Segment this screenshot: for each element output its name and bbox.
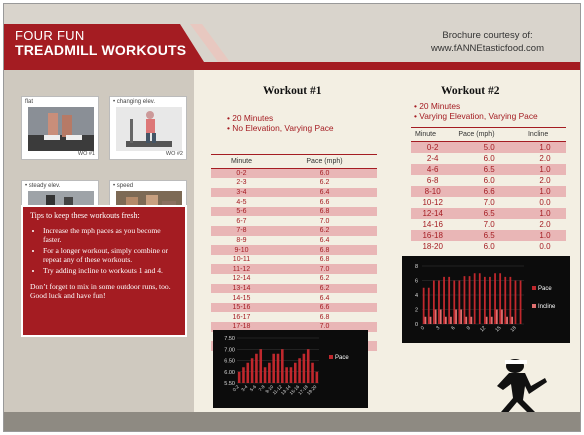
table-row xyxy=(211,312,377,322)
table-cell: 2.0 xyxy=(539,153,551,163)
y-tick-label: 7.50 xyxy=(224,336,235,342)
bar xyxy=(277,354,280,383)
table-cell: 10-12 xyxy=(422,197,443,207)
bar xyxy=(425,317,427,324)
bar xyxy=(458,281,460,325)
bar xyxy=(453,281,455,325)
table-cell: 6.4 xyxy=(319,332,330,340)
photo-wo1 xyxy=(21,96,99,160)
table-cell: 6-8 xyxy=(426,175,439,185)
bar xyxy=(469,276,471,324)
table-row xyxy=(211,284,377,294)
x-tick-label: 0-2 xyxy=(231,384,240,393)
y-tick-label: 5.50 xyxy=(224,381,235,387)
table-cell: 6.2 xyxy=(319,275,330,283)
table-cell: 10-11 xyxy=(232,256,251,264)
table-cell: 6.8 xyxy=(272,245,377,255)
courtesy-line1: Brochure courtesy of: xyxy=(442,30,533,41)
x-tick-label: 15-16 xyxy=(288,384,301,396)
bar xyxy=(511,317,513,324)
y-tick-label: 8 xyxy=(414,264,418,270)
header xyxy=(4,4,580,62)
bar xyxy=(520,281,522,325)
footer-bar xyxy=(4,412,580,432)
y-tick-label: 6.50 xyxy=(224,358,235,365)
table-row xyxy=(211,236,377,246)
table-cell: 8-9 xyxy=(236,236,247,244)
table-cell: 14-16 xyxy=(422,219,443,229)
workout1-bullet: • 20 Minutes xyxy=(227,113,334,123)
table-cell: 9-10 xyxy=(211,245,272,255)
photo-label: flat xyxy=(25,99,34,105)
table-row xyxy=(411,241,566,252)
bar xyxy=(443,277,445,324)
table-cell: 6.2 xyxy=(319,179,330,187)
bar xyxy=(499,273,501,324)
bar xyxy=(491,317,493,324)
workout2-bullet: • 20 Minutes xyxy=(414,101,538,111)
tip-item: • Increase the mph paces as you become faster. xyxy=(43,226,178,244)
table-cell: 6.0 xyxy=(483,153,495,163)
treadmill-photo-icon xyxy=(116,107,182,151)
bar xyxy=(509,277,511,324)
table-cell: 6.8 xyxy=(319,256,330,264)
table-row xyxy=(211,226,377,236)
col-pace-header: Pace (mph) xyxy=(306,158,343,165)
bar xyxy=(450,317,452,324)
table-cell: 6.2 xyxy=(272,284,377,294)
table-cell: 18-20 xyxy=(422,241,443,251)
bar xyxy=(489,277,491,324)
table-row xyxy=(411,208,566,219)
table-cell: 12-14 xyxy=(411,208,454,219)
table-cell: 6.4 xyxy=(319,236,330,244)
bar xyxy=(465,317,467,324)
bar xyxy=(501,310,503,325)
table-row xyxy=(211,303,377,313)
y-tick-label: 2 xyxy=(414,307,418,314)
table-cell: 7.0 xyxy=(483,197,495,207)
table-cell: 6.6 xyxy=(272,303,377,313)
bar xyxy=(496,310,498,325)
table-row xyxy=(211,255,377,265)
table-row xyxy=(211,274,377,284)
x-tick-label: 13-14 xyxy=(279,384,292,396)
table-cell: 6.0 xyxy=(272,169,377,179)
workout1-pace-chart xyxy=(213,330,368,408)
bar xyxy=(285,367,288,383)
table-cell: 13-14 xyxy=(211,284,272,294)
bar xyxy=(440,310,442,325)
table-cell: 5-6 xyxy=(211,207,272,217)
bar xyxy=(311,363,314,383)
bar xyxy=(307,349,310,383)
table-cell: 3-4 xyxy=(211,188,272,198)
table-cell: 1.0 xyxy=(524,142,566,153)
table-cell: 18-19 xyxy=(232,332,251,340)
table-cell: 19-20 xyxy=(211,341,272,351)
bar xyxy=(515,281,517,325)
bar xyxy=(460,310,462,325)
table-cell: 5.0 xyxy=(454,142,524,153)
x-tick-label: 3-4 xyxy=(240,384,249,393)
table-cell: 2.0 xyxy=(539,219,551,229)
treadmill-photo-icon xyxy=(28,107,94,151)
table-cell: 16-17 xyxy=(232,313,251,321)
table-cell: 2-3 xyxy=(236,179,247,187)
y-tick-label: 6 xyxy=(414,278,418,285)
photo-wo-label: WO #2 xyxy=(165,151,183,157)
table-row xyxy=(411,153,566,164)
table-cell: 14-15 xyxy=(232,294,251,302)
x-tick-label: 19-20 xyxy=(305,384,318,396)
table-cell: 12-14 xyxy=(232,275,251,283)
table-row xyxy=(211,197,377,207)
table-row xyxy=(211,293,377,303)
table-row xyxy=(211,169,377,179)
table-cell: 7.0 xyxy=(272,264,377,274)
bar xyxy=(474,273,476,324)
bar xyxy=(264,367,267,383)
bar xyxy=(470,317,472,324)
table-row xyxy=(411,219,566,230)
col-minute-header: Minute xyxy=(230,158,252,165)
x-tick-label: 17-18 xyxy=(297,384,309,396)
table-cell: 11-12 xyxy=(211,264,272,274)
bar xyxy=(242,367,245,383)
photo-label: • steady elev. xyxy=(25,183,61,189)
table-cell: 1.0 xyxy=(524,208,566,219)
bar xyxy=(479,273,481,324)
bar xyxy=(294,363,297,383)
table-cell: 0-2 xyxy=(211,169,272,179)
table-cell: 2-4 xyxy=(426,153,439,163)
table-row xyxy=(211,245,377,255)
legend-label: Incline xyxy=(538,304,556,310)
bar xyxy=(238,372,241,383)
tips-heading: Tips to keep these workouts fresh: xyxy=(30,211,140,220)
table-cell: 6.0 xyxy=(483,241,495,251)
table-cell: 6.2 xyxy=(272,226,377,236)
col-incline-header: Incline xyxy=(527,131,549,138)
tip-item: • Try adding incline to workouts 1 and 4. xyxy=(43,266,178,275)
table-cell: 6.0 xyxy=(483,175,495,185)
legend-label: Pace xyxy=(538,286,552,292)
table-cell: 6.4 xyxy=(319,294,330,302)
workout2-table xyxy=(411,127,566,252)
bar xyxy=(281,349,284,383)
table-row xyxy=(411,230,566,241)
bar xyxy=(484,277,486,324)
table-cell: 6.4 xyxy=(272,188,377,198)
table-cell: 6.6 xyxy=(319,198,330,206)
runner-silhouette-icon xyxy=(485,356,547,414)
x-tick-label: 12 xyxy=(478,325,488,334)
y-tick-label: 6.00 xyxy=(224,369,235,376)
x-tick-label: 15 xyxy=(494,325,503,334)
tips-list xyxy=(43,226,178,275)
title-line1: FOUR FUN xyxy=(15,28,85,43)
workout2-heading: Workout #2 xyxy=(441,85,500,97)
x-tick-label: 9 xyxy=(465,325,472,332)
table-row xyxy=(211,264,377,274)
table-cell: 16-18 xyxy=(411,230,454,241)
photo-label: • speed xyxy=(113,183,134,189)
bar xyxy=(506,317,508,324)
table-cell: 0.0 xyxy=(539,241,551,251)
table-cell: 7.0 xyxy=(272,322,377,332)
legend-swatch xyxy=(532,286,536,290)
table-row xyxy=(211,178,377,188)
table-cell: 6.8 xyxy=(319,313,330,321)
table-cell: 6.5 xyxy=(454,208,524,219)
table-cell: 7.0 xyxy=(319,217,330,225)
legend-label: Pace xyxy=(335,355,349,361)
table-row xyxy=(211,216,377,226)
bar xyxy=(255,354,258,383)
bar xyxy=(290,367,293,383)
bar xyxy=(445,317,447,324)
col-pace-header: Pace (mph) xyxy=(458,131,495,138)
x-tick-label: 9-10 xyxy=(264,384,275,395)
courtesy-text xyxy=(431,29,544,55)
bar xyxy=(423,288,425,324)
bar xyxy=(435,310,437,325)
table-row xyxy=(211,188,377,198)
x-tick-label: 7-8 xyxy=(257,384,266,393)
workout2-pace-incline-chart xyxy=(402,256,570,343)
y-tick-label: 0 xyxy=(414,322,418,328)
col-minute-header: Minute xyxy=(415,131,437,138)
table-row xyxy=(411,175,566,186)
bar xyxy=(448,277,450,324)
bar xyxy=(272,354,275,383)
x-tick-label: 0 xyxy=(419,325,426,332)
courtesy-line2: www.fANNEtasticfood.com xyxy=(431,43,544,54)
table-cell: 17-18 xyxy=(211,322,272,332)
table-cell: 6.0 xyxy=(272,341,377,351)
title-line2: TREADMILL WORKOUTS xyxy=(15,42,187,58)
bar xyxy=(316,372,319,383)
workout1-bullet: • No Elevation, Varying Pace xyxy=(227,123,334,133)
table-cell: 6.5 xyxy=(454,164,524,175)
photo-label: • changing elev. xyxy=(113,99,156,105)
table-cell: 0.0 xyxy=(539,197,551,207)
table-row xyxy=(411,164,566,175)
x-tick-label: 5-6 xyxy=(248,384,258,393)
bar xyxy=(464,276,466,324)
table-cell: 7.0 xyxy=(483,219,495,229)
table-cell: 4-6 xyxy=(411,164,454,175)
table-row xyxy=(411,142,566,153)
bar xyxy=(486,317,488,324)
workout2-bullets xyxy=(414,101,538,121)
bar xyxy=(455,310,457,325)
bar xyxy=(298,358,301,383)
bar xyxy=(246,363,249,383)
table-cell: 0-2 xyxy=(411,142,454,153)
bar xyxy=(438,281,440,325)
table-cell: 15-16 xyxy=(211,303,272,313)
bar xyxy=(504,277,506,324)
photo-wo-label: WO #1 xyxy=(77,151,95,157)
bar xyxy=(494,273,496,324)
y-tick-label: 7.00 xyxy=(224,347,235,354)
bar xyxy=(259,349,262,383)
brochure-page xyxy=(3,3,581,432)
table-cell: 1.0 xyxy=(524,186,566,197)
table-row xyxy=(411,186,566,197)
tip-item: • For a longer workout, simply combine or repeat any of these workouts. xyxy=(43,246,178,264)
tips-box xyxy=(21,205,187,337)
table-row xyxy=(211,207,377,217)
bar xyxy=(303,354,306,383)
y-tick-label: 4 xyxy=(414,293,418,299)
bar xyxy=(430,317,432,324)
table-cell: 6.8 xyxy=(272,207,377,217)
table-cell: 8-10 xyxy=(411,186,454,197)
bar xyxy=(428,288,430,324)
x-tick-label: 6 xyxy=(450,325,457,332)
table-cell: 1.0 xyxy=(524,164,566,175)
table-cell: 7-8 xyxy=(211,226,272,236)
tips-footer: Don’t forget to mix in some outdoor runs, too. Good luck and have fun! xyxy=(30,282,171,300)
bar xyxy=(251,358,254,383)
workout2-bullet: • Varying Elevation, Varying Pace xyxy=(414,111,538,121)
bar xyxy=(433,281,435,325)
legend-swatch xyxy=(532,304,536,308)
bar xyxy=(268,363,271,383)
table-cell: 6.5 xyxy=(454,230,524,241)
photo-wo2 xyxy=(109,96,187,160)
table-cell: 6-7 xyxy=(236,217,247,225)
legend-swatch xyxy=(329,355,333,359)
workout1-table xyxy=(211,154,377,354)
table-cell: 6.6 xyxy=(454,186,524,197)
x-tick-label: 18 xyxy=(509,325,518,334)
x-tick-label: 3 xyxy=(435,325,442,332)
workout1-heading: Workout #1 xyxy=(263,85,322,97)
header-divider xyxy=(4,62,580,70)
table-cell: 1.0 xyxy=(524,230,566,241)
table-row xyxy=(411,197,566,208)
x-tick-label: 11-12 xyxy=(271,384,284,396)
table-cell: 4-5 xyxy=(236,198,247,206)
table-cell: 2.0 xyxy=(539,175,551,185)
workout1-bullets xyxy=(227,113,334,133)
